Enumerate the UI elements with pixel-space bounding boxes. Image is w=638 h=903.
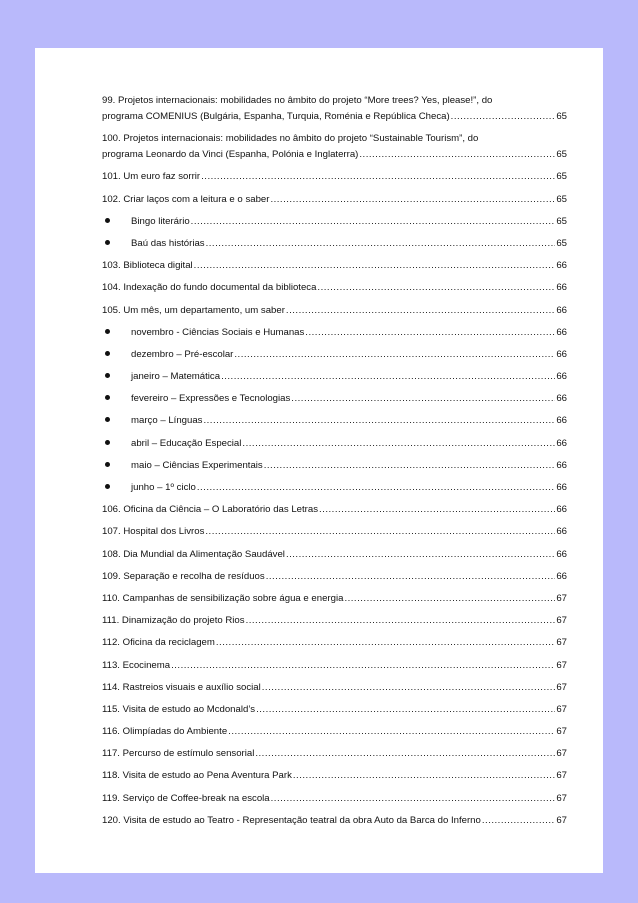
toc-entry-title: 119. Serviço de Coffee-break na escola [102,792,270,804]
toc-entry-title: janeiro – Matemática [131,371,221,383]
toc-entry-title: 109. Separação e recolha de resíduos [102,570,265,582]
toc-page-number: 66 [556,415,567,427]
toc-entry-title-line1: 100. Projetos internacionais: mobilidades no âmbito do projeto “Sustainable Tourism”, do [102,133,479,145]
toc-page-number: 67 [556,659,567,671]
toc-entry-title: fevereiro – Expressões e Tecnologias [131,393,291,405]
toc-entry-110[interactable] [102,591,567,607]
toc-entry-106[interactable] [102,502,567,518]
toc-entry-116[interactable] [102,724,567,740]
toc-entry-119[interactable] [102,791,567,807]
dot-leader [197,480,555,496]
toc-entry-114[interactable] [102,680,567,696]
bullet-icon [105,440,110,445]
toc-entry-title: dezembro – Pré-escolar [131,348,234,360]
toc-page-number: 67 [556,726,567,738]
dot-leader [286,547,555,563]
toc-page-number: 67 [556,637,567,649]
toc-entry-101[interactable] [102,169,567,185]
dot-leader [216,635,555,651]
toc-entry-title: 113. Ecocinema [102,659,171,671]
toc-entry-title: 103. Biblioteca digital [102,260,193,272]
dot-leader [194,258,556,274]
toc-entry-103[interactable] [102,258,567,274]
dot-leader [255,746,555,762]
bullet-icon [105,373,110,378]
toc-page-number: 66 [556,570,567,582]
dot-leader [286,303,555,319]
toc-page-number: 65 [556,149,567,161]
toc-entry-title-line2: programa COMENIUS (Bulgária, Espanha, Turquia, Roménia e República Checa) [102,111,450,122]
toc-page-number: 66 [556,393,567,405]
toc-entry-104[interactable] [102,280,567,296]
toc-page-number: 66 [556,371,567,383]
toc-page-number: 66 [556,437,567,449]
dot-leader [256,702,555,718]
toc-entry-title: 105. Um mês, um departamento, um saber [102,304,285,316]
toc-entry-title-line2: programa Leonardo da Vinci (Espanha, Polónia e Inglaterra) [102,149,359,161]
toc-entry-title: Bingo literário [131,215,190,227]
toc-page-number: 66 [556,548,567,560]
toc-page-number: 67 [556,703,567,715]
toc-subentry-bingo-literario[interactable] [102,214,567,230]
bullet-icon [105,351,110,356]
toc-page-number: 66 [556,282,567,294]
dot-leader [293,768,555,784]
toc-page-number: 65 [556,215,567,227]
toc-page-number: 67 [556,814,567,826]
dot-leader [191,214,556,230]
bullet-icon [105,417,110,422]
dot-leader [451,109,556,125]
toc-subentry-abril[interactable] [102,436,567,452]
toc-entry-120[interactable] [102,813,567,829]
toc-entry-117[interactable] [102,746,567,762]
toc-entry-title: 117. Percurso de estímulo sensorial [102,748,255,760]
dot-leader [266,569,556,585]
toc-page-number: 66 [556,504,567,516]
toc-page-number: 65 [556,171,567,183]
bullet-icon [105,329,110,334]
toc-entry-title: maio – Ciências Experimentais [131,459,263,471]
toc-entry-title: Baú das histórias [131,237,205,249]
dot-leader [171,658,555,674]
toc-page-number: 65 [556,193,567,205]
toc-entry-title: 106. Oficina da Ciência – O Laboratório das Letras [102,504,318,516]
dot-leader [291,391,555,407]
toc-entry-title: 108. Dia Mundial da Alimentação Saudável [102,548,285,560]
toc-entry-118[interactable] [102,768,567,784]
toc-page-number: 66 [556,459,567,471]
toc-entry-title: 110. Campanhas de sensibilização sobre água e energia [102,592,344,604]
toc-entry-title: 101. Um euro faz sorrir [102,171,201,183]
dot-leader [206,236,556,252]
bullet-icon [105,395,110,400]
toc-subentry-junho[interactable] [102,480,567,496]
toc-page-number: 65 [556,111,567,122]
dot-leader [270,192,555,208]
dot-leader [319,502,555,518]
toc-entry-108[interactable] [102,547,567,563]
dot-leader [228,724,555,740]
toc-subentry-maio[interactable] [102,458,567,474]
toc-page-number: 67 [556,681,567,693]
dot-leader [201,169,555,185]
dot-leader [305,325,555,341]
toc-page-number: 67 [556,592,567,604]
dot-leader [262,680,556,696]
toc-entry-105[interactable] [102,303,567,319]
toc-subentry-novembro[interactable] [102,325,567,341]
toc-page-number: 66 [556,526,567,538]
toc-entry-title: novembro - Ciências Sociais e Humanas [131,326,305,338]
toc-subentry-bau-das-historias[interactable] [102,236,567,252]
toc-page-number: 67 [556,615,567,627]
toc-page-number: 66 [556,348,567,360]
dot-leader [344,591,555,607]
toc-entry-111[interactable] [102,613,567,629]
toc-entry-102[interactable] [102,192,567,208]
toc-page-number: 66 [556,326,567,338]
toc-entry-113[interactable] [102,658,567,674]
bullet-icon [105,240,110,245]
toc-page-number: 66 [556,482,567,493]
dot-leader [482,813,555,829]
bullet-icon [105,218,110,223]
toc-page-number: 65 [556,237,567,249]
toc-entry-title: 116. Olimpíadas do Ambiente [102,726,228,738]
table-of-contents [102,93,567,835]
toc-page-number: 66 [556,260,567,272]
toc-entry-title: 118. Visita de estudo ao Pena Aventura Park [102,770,292,782]
toc-entry-title: 115. Visita de estudo ao Mcdonald’s [102,703,256,715]
dot-leader [234,347,555,363]
toc-entry-title: 107. Hospital dos Livros [102,526,205,538]
toc-page-number: 67 [556,792,567,804]
toc-entry-title-line1: 99. Projetos internacionais: mobilidades no âmbito do projeto “More trees? Yes, please!”, do [102,95,493,106]
dot-leader [242,436,555,452]
toc-entry-title: 112. Oficina da reciclagem [102,637,215,649]
toc-page-number: 66 [556,304,567,316]
dot-leader [317,280,555,296]
toc-entry-title: junho – 1º ciclo [131,482,196,493]
toc-entry-title: 120. Visita de estudo ao Teatro - Representação teatral da obra Auto da Barca do Inferno [102,814,481,826]
toc-entry-109[interactable] [102,569,567,585]
toc-entry-title: 114. Rastreios visuais e auxílio social [102,681,261,693]
toc-subentry-marco[interactable] [102,413,567,429]
toc-page-number: 67 [556,748,567,760]
toc-entry-115[interactable] [102,702,567,718]
toc-entry-100[interactable] [102,131,567,163]
dot-leader [221,369,555,385]
toc-entry-title: abril – Educação Especial [131,437,242,449]
dot-leader [203,413,555,429]
toc-entry-112[interactable] [102,635,567,651]
dot-leader [271,791,556,807]
toc-subentry-dezembro[interactable] [102,347,567,363]
dot-leader [264,458,556,474]
toc-page-number: 67 [556,770,567,782]
bullet-icon [105,462,110,467]
toc-entry-title: 104. Indexação do fundo documental da biblioteca [102,282,317,294]
toc-entry-title: março – Línguas [131,415,203,427]
toc-subentry-janeiro[interactable] [102,369,567,385]
dot-leader [246,613,556,629]
dot-leader [205,524,555,540]
document-page [35,48,603,873]
toc-entry-title: 111. Dinamização do projeto Rios [102,615,245,627]
dot-leader [359,147,555,163]
bullet-icon [105,484,110,489]
toc-entry-title: 102. Criar laços com a leitura e o saber [102,193,270,205]
toc-entry-107[interactable] [102,524,567,540]
toc-subentry-fevereiro[interactable] [102,391,567,407]
toc-entry-99[interactable] [102,93,567,125]
